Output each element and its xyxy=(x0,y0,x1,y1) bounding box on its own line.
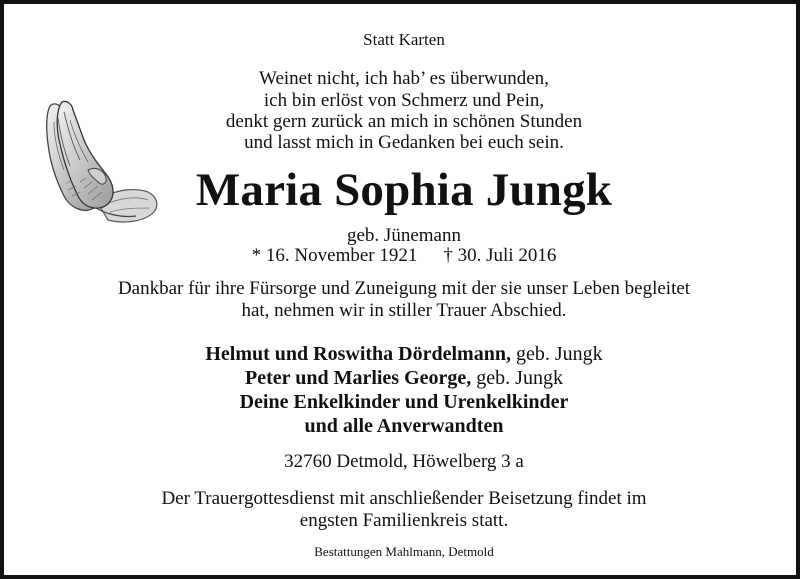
service-line: Der Trauergottesdienst mit anschließender Beisetzung findet im xyxy=(161,488,647,509)
deceased-name: Maria Sophia Jungk xyxy=(195,164,613,216)
mourner-line xyxy=(4,416,800,436)
header-text: Statt Karten xyxy=(363,30,445,49)
mourner-maiden-name: geb. Jungk xyxy=(471,367,563,389)
death-date: † 30. Juli 2016 xyxy=(443,245,557,266)
poem-line: und lasst mich in Gedanken bei euch sein. xyxy=(244,132,564,153)
mourner-grandchildren: Deine Enkelkinder und Urenkelkinder xyxy=(239,391,569,413)
birth-date: * 16. November 1921 xyxy=(251,245,418,266)
life-dates xyxy=(4,246,800,265)
mourner-name: Peter und Marlies George, xyxy=(245,367,472,389)
poem-line: denkt gern zurück an mich in schönen Stunden xyxy=(225,111,583,132)
mourner-line xyxy=(4,392,800,412)
mourner-line xyxy=(4,344,800,364)
maiden-name: geb. Jünemann xyxy=(347,225,461,246)
undertaker: Bestattungen Mahlmann, Detmold xyxy=(314,544,494,559)
thanks-line: Dankbar für ihre Fürsorge und Zuneigung mit der sie unser Leben begleitet xyxy=(117,278,691,299)
mourner-relatives: und alle Anverwandten xyxy=(304,415,504,437)
mourner-name: Helmut und Roswitha Dördelmann, xyxy=(205,343,511,365)
address: 32760 Detmold, Höwelberg 3 a xyxy=(284,451,524,472)
mourner-maiden-name: geb. Jungk xyxy=(510,343,603,365)
poem-line: ich bin erlöst von Schmerz und Pein, xyxy=(263,90,545,111)
poem-line: Weinet nicht, ich hab’ es überwunden, xyxy=(259,68,549,89)
mourner-line xyxy=(4,368,800,388)
thanks-line: hat, nehmen wir in stiller Trauer Abschied. xyxy=(241,300,567,321)
service-line: engsten Familienkreis statt. xyxy=(299,510,509,531)
